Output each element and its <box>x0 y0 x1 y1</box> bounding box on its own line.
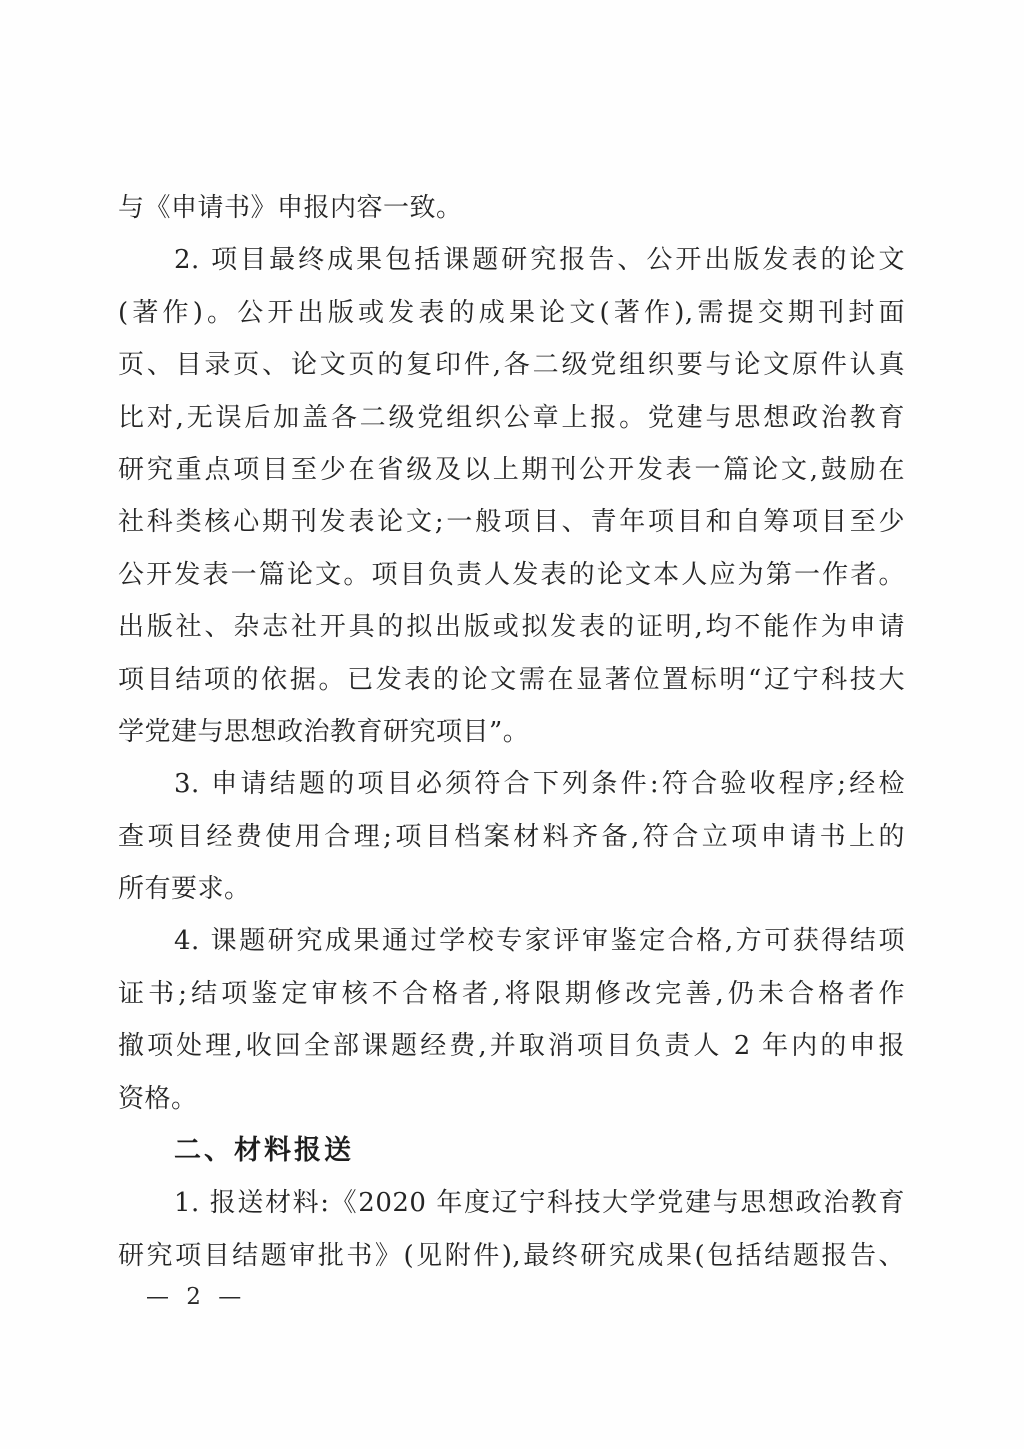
text-line: 与《申请书》申报内容一致。 <box>118 193 463 223</box>
text-line: 出版社、杂志社开具的拟出版或拟发表的证明,均不能作为申请 <box>118 612 905 643</box>
text-line: 项目结项的依据。已发表的论文需在显著位置标明“辽宁科技大 <box>118 664 905 695</box>
text-line: 所有要求。 <box>118 874 251 905</box>
text-line: 2. 项目最终成果包括课题研究报告、公开出版发表的论文 <box>174 245 905 276</box>
text-line: 1. 报送材料:《2020 年度辽宁科技大学党建与思想政治教育 <box>174 1188 905 1219</box>
text-line: 证书;结项鉴定审核不合格者,将限期修改完善,仍未合格者作 <box>118 978 905 1009</box>
document-body <box>118 182 905 1282</box>
text-line: 4. 课题研究成果通过学校专家评审鉴定合格,方可获得结项 <box>174 926 905 957</box>
page-number: — 2 — <box>146 1284 244 1310</box>
text-line: 页、目录页、论文页的复印件,各二级党组织要与论文原件认真 <box>118 350 905 381</box>
text-line: 资格。 <box>118 1083 198 1114</box>
text-line: 研究重点项目至少在省级及以上期刊公开发表一篇论文,鼓励在 <box>118 454 905 485</box>
text-line: 社科类核心期刊发表论文;一般项目、青年项目和自筹项目至少 <box>118 507 905 538</box>
text-line: 学党建与思想政治教育研究项目”。 <box>118 716 530 747</box>
text-line: 公开发表一篇论文。项目负责人发表的论文本人应为第一作者。 <box>118 559 905 590</box>
text-line: 研究项目结题审批书》(见附件),最终研究成果(包括结题报告、 <box>118 1240 905 1271</box>
section-heading: 二、材料报送 <box>174 1135 354 1167</box>
text-line: 撤项处理,收回全部课题经费,并取消项目负责人 2 年内的申报 <box>118 1031 905 1062</box>
text-line: 比对,无误后加盖各二级党组织公章上报。党建与思想政治教育 <box>118 402 905 433</box>
text-line: (著作)。公开出版或发表的成果论文(著作),需提交期刊封面 <box>118 297 905 328</box>
text-line: 查项目经费使用合理;项目档案材料齐备,符合立项申请书上的 <box>118 821 905 852</box>
text-line: 3. 申请结题的项目必须符合下列条件:符合验收程序;经检 <box>174 769 905 800</box>
